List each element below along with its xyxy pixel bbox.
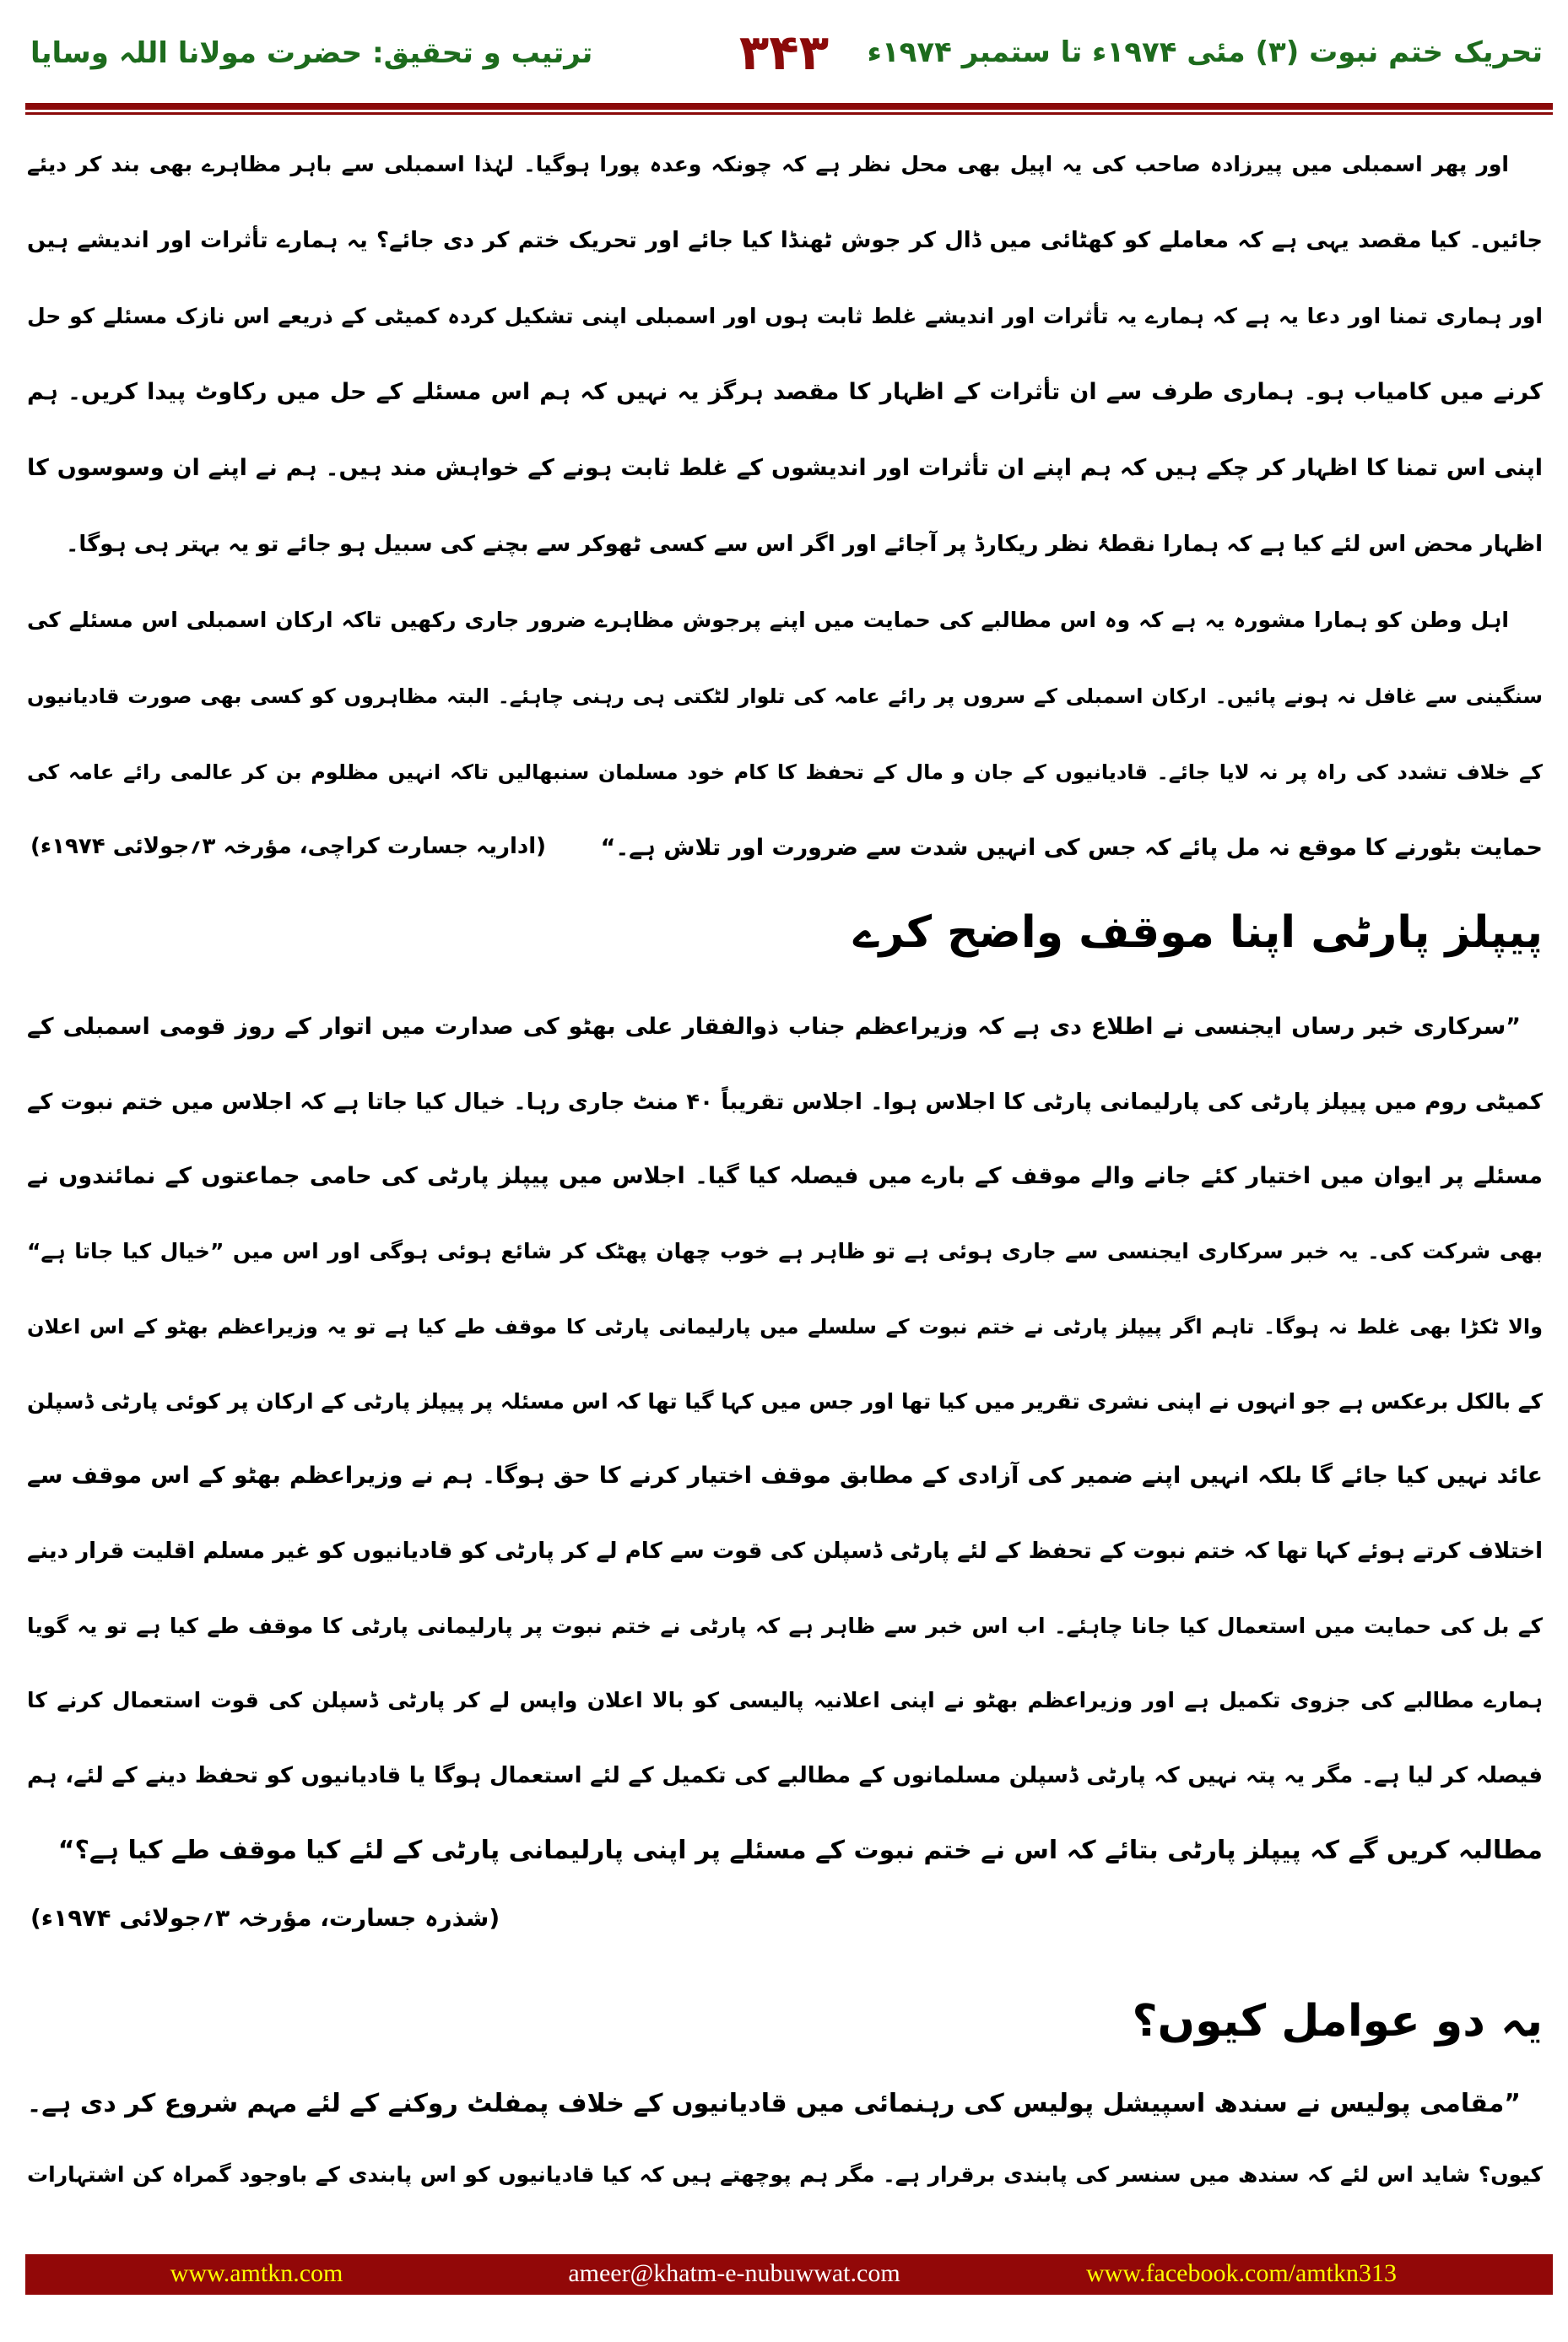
text-line: مطالبہ کریں گے کہ پیپلز پارٹی بتائے کہ اس نے ختم نبوت کے مسئلے پر اپنی پارلیمانی پارٹی کے لئے کیا موقف طے کیا ہے؟“ [57, 1835, 1543, 1865]
text-line: مسئلے پر ایوان میں اختیار کئے جانے والے موقف کے بارے میں فیصلہ کیا گیا۔ اجلاس میں پیپلز پارٹی کی حامی جماعتوں کے نمائندوں نے [27, 1163, 1543, 1190]
text-line: اظہار محض اس لئے کیا ہے کہ ہمارا نقطۂ نظر ریکارڈ پر آجائے اور اگر اس سے کسی ٹھوکر سے بچنے کی سبیل ہو جائے تو یہ بہتر ہی ہوگا۔ [66, 532, 1543, 557]
text-line: اور ہماری تمنا اور دعا یہ ہے کہ ہمارے یہ تأثرات اور اندیشے غلط ثابت ہوں اور اسمبلی اپنی تشکیل کردہ کمیٹی کے ذریعے اس نازک مسئلے کو حل [27, 304, 1543, 328]
text-line: جائیں۔ کیا مقصد یہی ہے کہ معاملے کو کھٹائی میں ڈال کر جوش ٹھنڈا کیا جائے اور تحریک ختم کر دی جائے؟ یہ ہمارے تأثرات اور اندیشے ہیں [27, 228, 1543, 253]
text-line: اہل وطن کو ہمارا مشورہ یہ ہے کہ وہ اس مطالبے کی حمایت میں اپنے پرجوش مظاہرے ضرور جاری رکھیں تاکہ ارکان اسمبلی اس مسئلے کی [27, 608, 1509, 632]
email-link[interactable]: ameer@khatm-e-nubuwwat.com [568, 2259, 900, 2287]
footer-bar [25, 2254, 1553, 2295]
website-link[interactable]: www.amtkn.com [170, 2259, 343, 2287]
facebook-link[interactable]: www.facebook.com/amtkn313 [1086, 2259, 1397, 2287]
text-line: اختلاف کرتے ہوئے کہا تھا کہ ختم نبوت کے تحفظ کے لئے پارٹی ڈسپلن کی قوت سے کام لے کر پارٹی کو قادیانیوں کو غیر مسلم اقلیت قرار دینے [27, 1538, 1543, 1564]
text-line: اپنی اس تمنا کا اظہار کر چکے ہیں کہ ہم اپنے ان تأثرات اور اندیشوں کے غلط ثابت ہونے کے خواہش مند ہیں۔ ہم نے اپنے ان وسوسوں کا [27, 455, 1543, 481]
text-line: کے بل کی حمایت میں استعمال کیا جانا چاہئے۔ اب اس خبر سے ظاہر ہے کہ پارٹی نے ختم نبوت پر پارلیمانی پارٹی کا موقف طے کیا ہے تو یہ گویا [27, 1613, 1543, 1638]
source-citation: (اداریہ جسارت کراچی، مؤرخہ ۳؍جولائی ۱۹۷۴ء) [30, 834, 547, 859]
text-line: فیصلہ کر لیا ہے۔ مگر یہ پتہ نہیں کہ پارٹی ڈسپلن مسلمانوں کے مطالبے کی تکمیل کے لئے استعمال ہوگا یا قادیانیوں کو تحفظ دینے کے لئے، ہم [27, 1763, 1543, 1788]
text-line: کرنے میں کامیاب ہو۔ ہماری طرف سے ان تأثرات کے اظہار کا مقصد ہرگز یہ نہیں کہ ہم اس مسئلے کے حل میں رکاوٹ پیدا کریں۔ ہم [27, 379, 1543, 405]
section-heading: یہ دو عوامل کیوں؟ [1132, 1996, 1543, 2047]
text-line: کیوں؟ شاید اس لئے کہ سندھ میں سنسر کی پابندی برقرار ہے۔ مگر ہم پوچھتے ہیں کہ کیا قادیانیوں کو اس پابندی کے باوجود گمراہ کن اشتہارات [27, 2162, 1543, 2187]
book-title: تحریک ختم نبوت (۳) مئی ۱۹۷۴ء تا ستمبر ۱۹۷۴ء [867, 35, 1543, 69]
source-citation: (شذرہ جسارت، مؤرخہ ۳؍جولائی ۱۹۷۴ء) [30, 1904, 500, 1932]
text-line: ہمارے مطالبے کی جزوی تکمیل ہے اور وزیراعظم بھٹو نے اپنی اعلانیہ پالیسی کو بالا اعلان واپس لے کر پارٹی ڈسپلن کی قوت استعمال کرنے کا [27, 1688, 1543, 1713]
page-number: ۳۴۳ [738, 24, 830, 81]
text-line: والا ٹکڑا بھی غلط نہ ہوگا۔ تاہم اگر پیپلز پارٹی نے ختم نبوت کے سلسلے میں پارلیمانی پارٹی کا موقف طے کیا ہے تو یہ وزیراعظم بھٹو کے اس اعلان [27, 1314, 1543, 1339]
text-line: بھی شرکت کی۔ یہ خبر سرکاری ایجنسی سے جاری ہوئی ہے تو ظاہر ہے خوب چھان پھٹک کر شائع ہوئی ہوگی اور اس میں ”خیال کیا جاتا ہے“ [27, 1239, 1543, 1264]
text-line: کمیٹی روم میں پیپلز پارٹی کی پارلیمانی پارٹی کا اجلاس ہوا۔ اجلاس تقریباً ۴۰ منٹ جاری رہا۔ خیال کیا جاتا ہے کہ اجلاس میں ختم نبوت کے [27, 1089, 1543, 1115]
header-divider-thick [25, 103, 1553, 110]
text-line: ”مقامی پولیس نے سندھ اسپیشل پولیس کی رہنمائی میں قادیانیوں کے خلاف پمفلٹ روکنے کے لئے مہم شروع کر دی ہے۔ [26, 2089, 1521, 2118]
section-heading: پیپلز پارٹی اپنا موقف واضح کرے [853, 907, 1543, 958]
text-line: کے خلاف تشدد کی راہ پر نہ لایا جائے۔ قادیانیوں کے جان و مال کے تحفظ کا کام خود مسلمان سنبھالیں تاکہ انہیں مظلوم بن کر عالمی رائے عامہ کی [27, 760, 1543, 784]
text-line: حمایت بٹورنے کا موقع نہ مل پائے کہ جس کی انہیں شدت سے ضرورت اور تلاش ہے۔“ [600, 835, 1543, 861]
compiler-credit: ترتیب و تحقیق: حضرت مولانا اللہ وسایا [30, 35, 593, 70]
text-line: سنگینی سے غافل نہ ہونے پائیں۔ ارکان اسمبلی کے سروں پر رائے عامہ کی تلوار لٹکتی ہی رہنی چاہئے۔ البتہ مظاہروں کو کسی بھی صورت قادیانیوں [27, 684, 1543, 708]
text-line: ”سرکاری خبر رساں ایجنسی نے اطلاع دی ہے کہ وزیراعظم جناب ذوالفقار علی بھٹو کی صدارت میں اتوار کے روز قومی اسمبلی کے [27, 1014, 1521, 1040]
header-divider-thin [25, 112, 1553, 115]
text-line: کے بالکل برعکس ہے جو انہوں نے اپنی نشری تقریر میں کیا تھا اور جس میں کہا گیا تھا کہ اس مسئلہ پر پیپلز پارٹی کے ارکان پر کوئی پارٹی ڈسپلن [27, 1388, 1543, 1414]
text-line: اور پھر اسمبلی میں پیرزادہ صاحب کی یہ اپیل بھی محل نظر ہے کہ چونکہ وعدہ پورا ہوگیا۔ لہٰذا اسمبلی سے باہر مظاہرے بھی بند کر دیئے [27, 152, 1509, 176]
text-line: عائد نہیں کیا جائے گا بلکہ انہیں اپنے ضمیر کی آزادی کے مطابق موقف اختیار کرنے کا حق ہوگا۔ ہم نے وزیراعظم بھٹو کے اس موقف سے [27, 1463, 1543, 1490]
